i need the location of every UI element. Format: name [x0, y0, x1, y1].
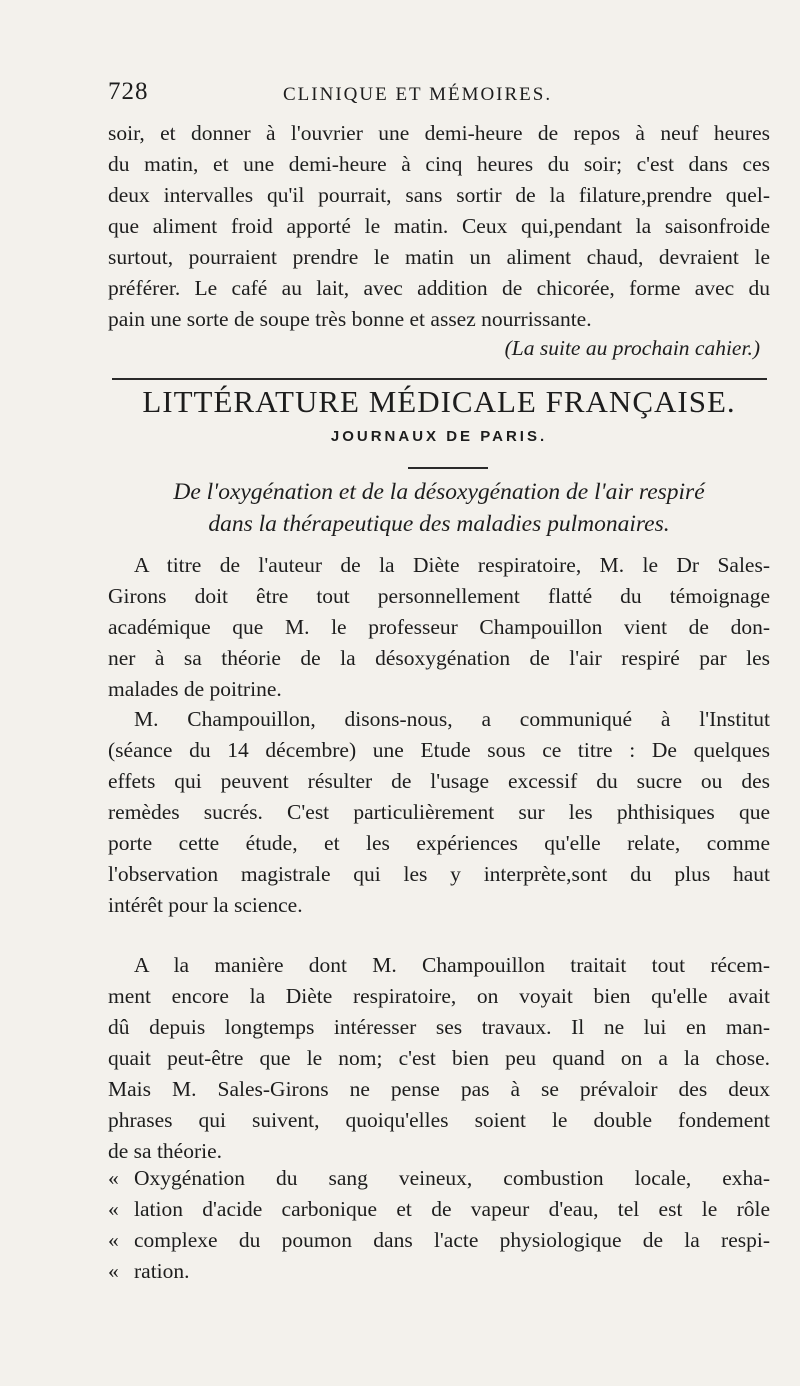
text-line: ment encore la Diète respiratoire, on voyait bien qu'elle avait [108, 984, 770, 1008]
short-divider [408, 467, 488, 469]
paragraph-intro [108, 550, 770, 705]
text-line: (séance du 14 décembre) une Etude sous ce titre : De quelques [108, 738, 770, 762]
quote-text: ration. [134, 1259, 190, 1283]
quote-text: Oxygénation du sang veineux, combustion locale, exha- [134, 1166, 770, 1190]
text-line: dû depuis longtemps intéresser ses travaux. Il ne lui en man- [108, 1015, 770, 1039]
text-line: effets qui peuvent résulter de l'usage excessif du sucre ou des [108, 769, 770, 793]
quotation [108, 1163, 770, 1287]
page-number: 728 [108, 78, 149, 105]
text-line: pain une sorte de soupe très bonne et assez nourrissante. [108, 307, 592, 331]
section-title: LITTÉRATURE MÉDICALE FRANÇAISE. [142, 384, 736, 419]
quote-line [108, 1225, 770, 1256]
text-line: ner à sa théorie de la désoxygénation de l'air respiré par les [108, 646, 770, 670]
quote-text: complexe du poumon dans l'acte physiologique de la respi- [134, 1228, 770, 1252]
text-line: A titre de l'auteur de la Diète respiratoire, M. le Dr Sales- [134, 553, 770, 577]
text-line: académique que M. le professeur Champouillon vient de don- [108, 615, 770, 639]
quote-line [108, 1256, 770, 1287]
text-line: soir, et donner à l'ouvrier une demi-heure de repos à neuf heures [108, 121, 770, 145]
text-line: quait peut-être que le nom; c'est bien peu quand on a la chose. [108, 1046, 770, 1070]
quote-line [108, 1194, 770, 1225]
text-line: Mais M. Sales-Girons ne pense pas à se prévaloir des deux [108, 1077, 770, 1101]
article-title-line: De l'oxygénation et de la désoxygénation de l'air respiré [173, 479, 705, 505]
subsection-title: JOURNAUX DE PARIS. [330, 428, 548, 445]
text-line: que aliment froid apporté le matin. Ceux qui,pendant la saisonfroide [108, 214, 770, 238]
continuation-note: (La suite au prochain cahier.) [504, 336, 760, 360]
text-line: surtout, pourraient prendre le matin un aliment chaud, devraient le [108, 245, 770, 269]
running-head [108, 78, 768, 118]
quote-mark: « [108, 1197, 119, 1221]
quote-line [108, 1163, 770, 1194]
text-line: malades de poitrine. [108, 677, 282, 701]
article-title [108, 476, 770, 540]
text-line: préférer. Le café au lait, avec addition de chicorée, forme avec du [108, 276, 770, 300]
text-line: phrases qui suivent, quoiqu'elles soient le double fondement [108, 1108, 770, 1132]
quote-mark: « [108, 1259, 119, 1283]
text-line: remèdes sucrés. C'est particulièrement sur les phthisiques que [108, 800, 770, 824]
running-title: CLINIQUE ET MÉMOIRES. [283, 84, 553, 105]
paragraph-filature [108, 118, 770, 335]
text-line: M. Champouillon, disons-nous, a communiqué à l'Institut [134, 707, 770, 731]
text-line: Girons doit être tout personnellement flatté du témoignage [108, 584, 770, 608]
text-line: intérêt pour la science. [108, 893, 303, 917]
quote-mark: « [108, 1166, 119, 1190]
paragraph-institut [108, 704, 770, 921]
quote-mark: « [108, 1228, 119, 1252]
section-divider [112, 378, 767, 380]
text-line: du matin, et une demi-heure à cinq heures du soir; c'est dans ces [108, 152, 770, 176]
text-line: A la manière dont M. Champouillon traitait tout récem- [134, 953, 770, 977]
text-line: l'observation magistrale qui les y interprète,sont du plus haut [108, 862, 770, 886]
text-line: deux intervalles qu'il pourrait, sans sortir de la filature,prendre quel- [108, 183, 770, 207]
text-line: porte cette étude, et les expériences qu'elle relate, comme [108, 831, 770, 855]
paragraph-diete [108, 950, 770, 1167]
text-line: de sa théorie. [108, 1139, 223, 1163]
article-title-line: dans la thérapeutique des maladies pulmonaires. [208, 511, 670, 537]
quote-text: lation d'acide carbonique et de vapeur d'eau, tel est le rôle [134, 1197, 770, 1221]
